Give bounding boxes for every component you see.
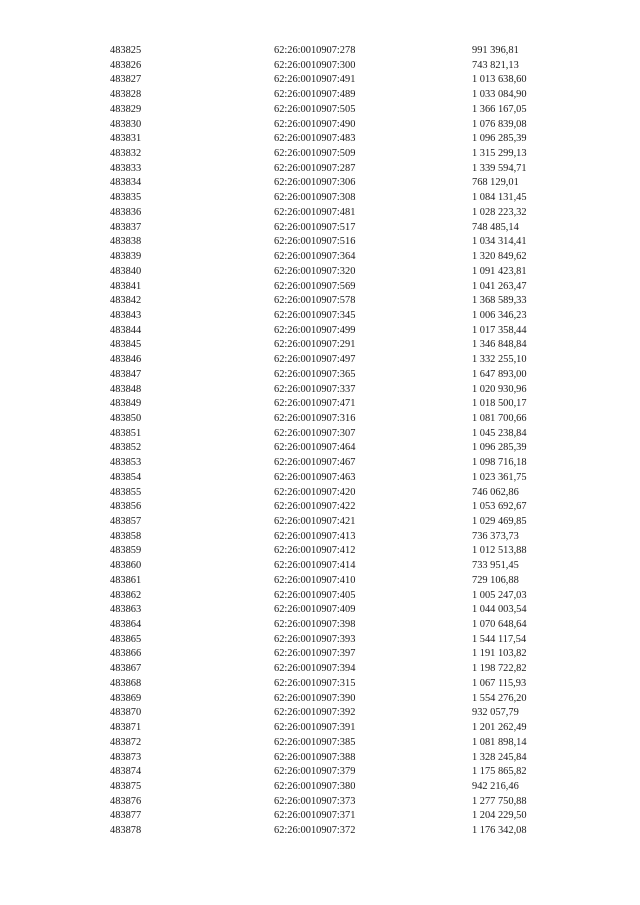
cadastral-number-cell: 62:26:0010907:410 xyxy=(274,574,356,586)
table-row xyxy=(110,383,550,398)
row-id-cell: 483827 xyxy=(110,74,142,86)
table-row xyxy=(110,59,550,74)
cadastral-number-cell: 62:26:0010907:385 xyxy=(274,736,356,748)
value-cell: 1 198 722,82 xyxy=(472,663,527,675)
table-row xyxy=(110,500,550,515)
table-row xyxy=(110,324,550,339)
value-cell: 736 373,73 xyxy=(472,530,519,542)
table-row xyxy=(110,736,550,751)
cadastral-number-cell: 62:26:0010907:371 xyxy=(274,810,356,822)
value-cell: 1 328 245,84 xyxy=(472,751,527,763)
table-row xyxy=(110,589,550,604)
table-row xyxy=(110,780,550,795)
cadastral-number-cell: 62:26:0010907:307 xyxy=(274,427,356,439)
cadastral-number-cell: 62:26:0010907:291 xyxy=(274,339,356,351)
cadastral-number-cell: 62:26:0010907:490 xyxy=(274,118,356,130)
value-cell: 729 106,88 xyxy=(472,574,519,586)
row-id-cell: 483828 xyxy=(110,89,142,101)
value-cell: 1 332 255,10 xyxy=(472,354,527,366)
value-cell: 1 029 469,85 xyxy=(472,516,527,527)
table-row xyxy=(110,471,550,486)
row-id-cell: 483832 xyxy=(110,148,142,160)
value-cell: 1 012 513,88 xyxy=(472,545,527,557)
value-cell: 1 044 003,54 xyxy=(472,604,527,616)
cadastral-number-cell: 62:26:0010907:569 xyxy=(274,280,356,292)
value-cell: 1 018 500,17 xyxy=(472,398,527,410)
value-cell: 942 216,46 xyxy=(472,780,519,792)
value-cell: 1 204 229,50 xyxy=(472,810,527,822)
table-row xyxy=(110,412,550,427)
value-cell: 1 034 314,41 xyxy=(472,236,527,248)
table-row xyxy=(110,809,550,824)
value-cell: 1 006 346,23 xyxy=(472,309,527,321)
value-cell: 1 076 839,08 xyxy=(472,118,527,130)
table-row xyxy=(110,751,550,766)
row-id-cell: 483844 xyxy=(110,324,142,336)
row-id-cell: 483850 xyxy=(110,412,142,424)
value-cell: 1 096 285,39 xyxy=(472,442,527,454)
row-id-cell: 483851 xyxy=(110,427,142,439)
value-cell: 1 070 648,64 xyxy=(472,619,527,631)
table-row xyxy=(110,118,550,133)
row-id-cell: 483865 xyxy=(110,633,142,645)
table-row xyxy=(110,368,550,383)
row-id-cell: 483826 xyxy=(110,59,142,71)
value-cell: 1 176 342,08 xyxy=(472,825,527,837)
cadastral-number-cell: 62:26:0010907:491 xyxy=(274,74,356,86)
cadastral-number-cell: 62:26:0010907:413 xyxy=(274,530,356,542)
cadastral-number-cell: 62:26:0010907:516 xyxy=(274,236,356,248)
row-id-cell: 483848 xyxy=(110,383,142,395)
table-row xyxy=(110,73,550,88)
table-row xyxy=(110,662,550,677)
table-row xyxy=(110,544,550,559)
table-row xyxy=(110,44,550,59)
row-id-cell: 483847 xyxy=(110,368,142,380)
cadastral-number-cell: 62:26:0010907:422 xyxy=(274,501,356,513)
table-row xyxy=(110,603,550,618)
cadastral-number-cell: 62:26:0010907:308 xyxy=(274,192,356,204)
value-cell: 1 554 276,20 xyxy=(472,692,527,704)
table-row xyxy=(110,265,550,280)
value-cell: 1 647 893,00 xyxy=(472,368,527,380)
row-id-cell: 483872 xyxy=(110,736,142,748)
row-id-cell: 483849 xyxy=(110,398,142,410)
cadastral-number-cell: 62:26:0010907:300 xyxy=(274,59,356,71)
cadastral-number-cell: 62:26:0010907:483 xyxy=(274,133,356,145)
row-id-cell: 483860 xyxy=(110,560,142,572)
row-id-cell: 483834 xyxy=(110,177,142,189)
row-id-cell: 483839 xyxy=(110,251,142,263)
row-id-cell: 483863 xyxy=(110,604,142,616)
row-id-cell: 483867 xyxy=(110,663,142,675)
table-row xyxy=(110,103,550,118)
row-id-cell: 483857 xyxy=(110,516,142,527)
cadastral-number-cell: 62:26:0010907:320 xyxy=(274,265,356,277)
row-id-cell: 483841 xyxy=(110,280,142,292)
row-id-cell: 483843 xyxy=(110,309,142,321)
value-cell: 1 191 103,82 xyxy=(472,648,527,660)
value-cell: 1 067 115,93 xyxy=(472,677,527,689)
cadastral-number-cell: 62:26:0010907:463 xyxy=(274,471,356,483)
value-cell: 1 028 223,32 xyxy=(472,206,527,218)
row-id-cell: 483838 xyxy=(110,236,142,248)
cadastral-number-cell: 62:26:0010907:372 xyxy=(274,825,356,837)
value-cell: 1 041 263,47 xyxy=(472,280,527,292)
row-id-cell: 483856 xyxy=(110,501,142,513)
table-row xyxy=(110,427,550,442)
cadastral-number-cell: 62:26:0010907:365 xyxy=(274,368,356,380)
value-cell: 1 020 930,96 xyxy=(472,383,527,395)
row-id-cell: 483868 xyxy=(110,677,142,689)
table-row xyxy=(110,456,550,471)
cadastral-number-cell: 62:26:0010907:380 xyxy=(274,780,356,792)
row-id-cell: 483858 xyxy=(110,530,142,542)
cadastral-number-cell: 62:26:0010907:388 xyxy=(274,751,356,763)
row-id-cell: 483875 xyxy=(110,780,142,792)
cadastral-number-cell: 62:26:0010907:499 xyxy=(274,324,356,336)
row-id-cell: 483845 xyxy=(110,339,142,351)
row-id-cell: 483859 xyxy=(110,545,142,557)
table-row xyxy=(110,633,550,648)
cadastral-number-cell: 62:26:0010907:517 xyxy=(274,221,356,233)
row-id-cell: 483870 xyxy=(110,707,142,719)
cadastral-number-cell: 62:26:0010907:278 xyxy=(274,45,356,56)
cadastral-number-cell: 62:26:0010907:337 xyxy=(274,383,356,395)
cadastral-number-cell: 62:26:0010907:409 xyxy=(274,604,356,616)
value-cell: 932 057,79 xyxy=(472,707,519,719)
value-cell: 1 339 594,71 xyxy=(472,162,527,174)
table-row xyxy=(110,221,550,236)
cadastral-number-cell: 62:26:0010907:287 xyxy=(274,162,356,174)
value-cell: 1 366 167,05 xyxy=(472,103,527,115)
cadastral-number-cell: 62:26:0010907:464 xyxy=(274,442,356,454)
cadastral-number-cell: 62:26:0010907:379 xyxy=(274,766,356,778)
table-row xyxy=(110,574,550,589)
cadastral-number-cell: 62:26:0010907:412 xyxy=(274,545,356,557)
value-cell: 748 485,14 xyxy=(472,221,519,233)
cadastral-number-cell: 62:26:0010907:398 xyxy=(274,619,356,631)
cadastral-number-cell: 62:26:0010907:467 xyxy=(274,457,356,469)
row-id-cell: 483877 xyxy=(110,810,142,822)
row-id-cell: 483825 xyxy=(110,45,142,56)
row-id-cell: 483833 xyxy=(110,162,142,174)
row-id-cell: 483840 xyxy=(110,265,142,277)
cadastral-number-cell: 62:26:0010907:391 xyxy=(274,722,356,734)
cadastral-number-cell: 62:26:0010907:364 xyxy=(274,251,356,263)
cadastral-number-cell: 62:26:0010907:405 xyxy=(274,589,356,601)
value-cell: 1 346 848,84 xyxy=(472,339,527,351)
value-cell: 1 081 898,14 xyxy=(472,736,527,748)
table-row xyxy=(110,618,550,633)
row-id-cell: 483836 xyxy=(110,206,142,218)
table-row xyxy=(110,559,550,574)
cadastral-number-cell: 62:26:0010907:390 xyxy=(274,692,356,704)
row-id-cell: 483855 xyxy=(110,486,142,498)
cadastral-number-cell: 62:26:0010907:315 xyxy=(274,677,356,689)
value-cell: 1 005 247,03 xyxy=(472,589,527,601)
cadastral-number-cell: 62:26:0010907:497 xyxy=(274,354,356,366)
cadastral-number-cell: 62:26:0010907:394 xyxy=(274,663,356,675)
value-cell: 1 091 423,81 xyxy=(472,265,527,277)
cadastral-number-cell: 62:26:0010907:421 xyxy=(274,516,356,527)
table-row xyxy=(110,647,550,662)
value-cell: 1 096 285,39 xyxy=(472,133,527,145)
table-row xyxy=(110,353,550,368)
value-cell: 1 544 117,54 xyxy=(472,633,527,645)
row-id-cell: 483878 xyxy=(110,825,142,837)
cadastral-number-cell: 62:26:0010907:578 xyxy=(274,295,356,307)
cadastral-number-cell: 62:26:0010907:345 xyxy=(274,309,356,321)
table-row xyxy=(110,397,550,412)
cadastral-number-cell: 62:26:0010907:306 xyxy=(274,177,356,189)
value-cell: 1 081 700,66 xyxy=(472,412,527,424)
row-id-cell: 483837 xyxy=(110,221,142,233)
value-cell: 746 062,86 xyxy=(472,486,519,498)
table-row xyxy=(110,824,550,839)
value-cell: 1 277 750,88 xyxy=(472,795,527,807)
table-row xyxy=(110,88,550,103)
table-row xyxy=(110,280,550,295)
value-cell: 1 098 716,18 xyxy=(472,457,527,469)
data-table xyxy=(110,44,550,839)
value-cell: 1 201 262,49 xyxy=(472,722,527,734)
row-id-cell: 483846 xyxy=(110,354,142,366)
table-row xyxy=(110,176,550,191)
table-row xyxy=(110,530,550,545)
cadastral-number-cell: 62:26:0010907:373 xyxy=(274,795,356,807)
value-cell: 1 023 361,75 xyxy=(472,471,527,483)
value-cell: 1 084 131,45 xyxy=(472,192,527,204)
row-id-cell: 483854 xyxy=(110,471,142,483)
table-row xyxy=(110,206,550,221)
table-row xyxy=(110,147,550,162)
value-cell: 743 821,13 xyxy=(472,59,519,71)
row-id-cell: 483876 xyxy=(110,795,142,807)
value-cell: 1 368 589,33 xyxy=(472,295,527,307)
row-id-cell: 483829 xyxy=(110,103,142,115)
row-id-cell: 483852 xyxy=(110,442,142,454)
cadastral-number-cell: 62:26:0010907:393 xyxy=(274,633,356,645)
value-cell: 1 053 692,67 xyxy=(472,501,527,513)
row-id-cell: 483871 xyxy=(110,722,142,734)
cadastral-number-cell: 62:26:0010907:489 xyxy=(274,89,356,101)
value-cell: 1 320 849,62 xyxy=(472,251,527,263)
table-row xyxy=(110,162,550,177)
cadastral-number-cell: 62:26:0010907:509 xyxy=(274,148,356,160)
value-cell: 1 315 299,13 xyxy=(472,148,527,160)
row-id-cell: 483861 xyxy=(110,574,142,586)
cadastral-number-cell: 62:26:0010907:481 xyxy=(274,206,356,218)
table-row xyxy=(110,765,550,780)
cadastral-number-cell: 62:26:0010907:397 xyxy=(274,648,356,660)
row-id-cell: 483873 xyxy=(110,751,142,763)
cadastral-number-cell: 62:26:0010907:392 xyxy=(274,707,356,719)
cadastral-number-cell: 62:26:0010907:471 xyxy=(274,398,356,410)
cadastral-number-cell: 62:26:0010907:414 xyxy=(274,560,356,572)
table-row xyxy=(110,338,550,353)
row-id-cell: 483831 xyxy=(110,133,142,145)
table-row xyxy=(110,191,550,206)
table-row xyxy=(110,250,550,265)
value-cell: 1 033 084,90 xyxy=(472,89,527,101)
table-row xyxy=(110,692,550,707)
cadastral-number-cell: 62:26:0010907:420 xyxy=(274,486,356,498)
table-row xyxy=(110,706,550,721)
value-cell: 1 045 238,84 xyxy=(472,427,527,439)
row-id-cell: 483835 xyxy=(110,192,142,204)
row-id-cell: 483830 xyxy=(110,118,142,130)
row-id-cell: 483842 xyxy=(110,295,142,307)
table-row xyxy=(110,795,550,810)
row-id-cell: 483853 xyxy=(110,457,142,469)
table-row xyxy=(110,486,550,501)
row-id-cell: 483874 xyxy=(110,766,142,778)
table-row xyxy=(110,235,550,250)
table-row xyxy=(110,441,550,456)
value-cell: 1 175 865,82 xyxy=(472,766,527,778)
table-row xyxy=(110,721,550,736)
value-cell: 1 013 638,60 xyxy=(472,74,527,86)
table-row xyxy=(110,294,550,309)
value-cell: 733 951,45 xyxy=(472,560,519,572)
cadastral-number-cell: 62:26:0010907:316 xyxy=(274,412,356,424)
cadastral-number-cell: 62:26:0010907:505 xyxy=(274,103,356,115)
row-id-cell: 483866 xyxy=(110,648,142,660)
table-row xyxy=(110,515,550,530)
table-row xyxy=(110,677,550,692)
table-row xyxy=(110,309,550,324)
row-id-cell: 483862 xyxy=(110,589,142,601)
value-cell: 991 396,81 xyxy=(472,45,519,56)
row-id-cell: 483864 xyxy=(110,619,142,631)
table-row xyxy=(110,132,550,147)
value-cell: 768 129,01 xyxy=(472,177,519,189)
row-id-cell: 483869 xyxy=(110,692,142,704)
value-cell: 1 017 358,44 xyxy=(472,324,527,336)
